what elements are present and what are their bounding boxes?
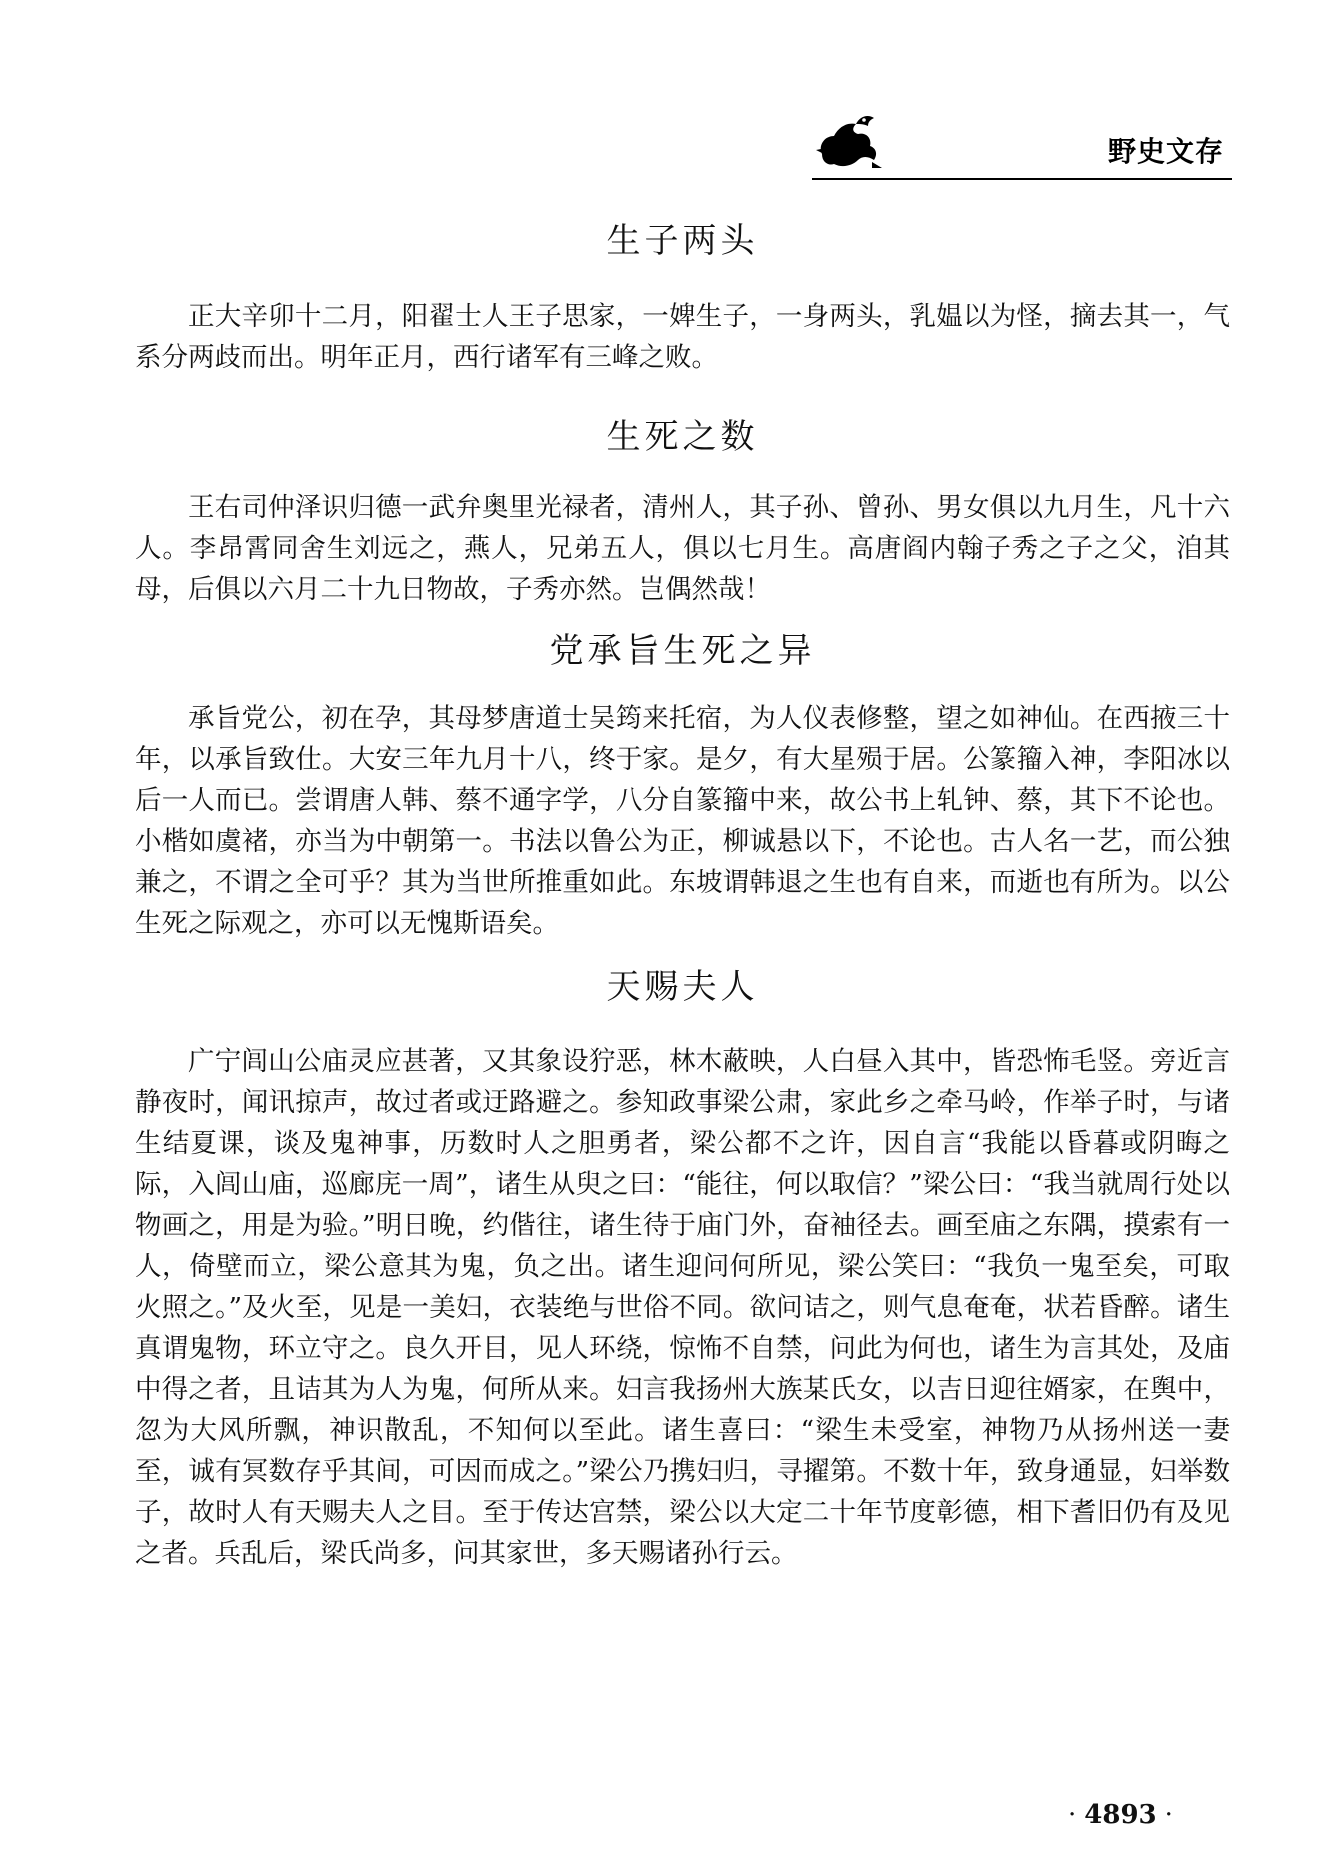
section-paragraph: 广宁闾山公庙灵应甚著，又其象设狞恶，林木蔽映，人白昼入其中，皆恐怖毛竖。旁近言静夜时，闻讯掠声，故过者或迂路避之。参知政事梁公肃，家此乡之牵马岭，作举子时，与诸生结夏课，谈及鬼神事，历数时人之胆勇者，梁公都不之许，因自言“我能以昏暮或阴晦之际，入闾山庙，巡廊庑一周”，诸生从臾之曰：“能往，何以取信？”梁公曰：“我当就周行处以物画之，用是为验。”明日晚，约偕往，诸生待于庙门外，奋袖径去。画至庙之东隅，摸索有一人，倚壁而立，梁公意其为鬼，负之出。诸生迎问何所见，梁公笑曰：“我负一鬼至矣，可取火照之。”及火至，见是一美妇，衣装绝与世俗不同。欲问诘之，则气息奄奄，状若昏醉。诸生真谓鬼物，环立守之。良久开目，见人环绕，惊怖不自禁，问此为何也，诸生为言其处，及庙中得之者，且诘其为人为鬼，何所从来。妇言我扬州大族某氏女，以吉日迎往婿家，在舆中，忽为大风所飘，神识散乱，不知何以至此。诸生喜曰：“梁生未受室，神物乃从扬州送一妻至，诚有冥数存乎其间，可因而成之。”梁公乃携妇归，寻擢第。不数十年，致身通显，妇举数子，故时人有天赐夫人之目。至于传达宫禁，梁公以大定二十年节度彰德，相下耆旧仍有及见之者。兵乱后，梁氏尚多，问其家世，多天赐诸孙行云。: [135, 1046, 1230, 1570]
header-rule: [812, 178, 1232, 180]
running-header-title: 野史文存: [1107, 135, 1224, 168]
dragon-emblem-icon: [812, 110, 884, 172]
main-text: [135, 218, 1230, 1574]
section-title: 党承旨生死之异: [549, 631, 816, 672]
page-number: [1060, 1800, 1181, 1830]
running-header: [806, 110, 1232, 180]
section-title: 生子两头: [606, 221, 759, 261]
section-paragraph: 正大辛卯十二月，阳翟士人王子思家，一婢生子，一身两头，乳媪以为怪，摘去其一，气系分两歧而出。明年正月，西行诸军有三峰之败。: [135, 300, 1230, 373]
section-paragraph: 承旨党公，初在孕，其母梦唐道士吴筠来托宿，为人仪表修整，望之如神仙。在西掖三十年，以承旨致仕。大安三年九月十八，终于家。是夕，有大星殒于居。公篆籀入神，李阳冰以后一人而已。尝谓唐人韩、蔡不通字学，八分自篆籀中来，故公书上轧钟、蔡，其下不论也。小楷如虞褚，亦当为中朝第一。书法以鲁公为正，柳诚悬以下，不论也。古人名一艺，而公独兼之，不谓之全可乎？其为当世所推重如此。东坡谓韩退之生也有自来，而逝也有所为。以公生死之际观之，亦可以无愧斯语矣。: [135, 702, 1230, 939]
page-number-dot: ·: [1164, 1800, 1173, 1830]
section-paragraph: 王右司仲泽识归德一武弁奥里光禄者，清州人，其子孙、曾孙、男女俱以九月生，凡十六人。李昂霄同舍生刘远之，燕人，兄弟五人，俱以七月生。高唐阎内翰子秀之子之父，洎其母，后俱以六月二十九日物故，子秀亦然。岂偶然哉！: [135, 492, 1230, 606]
section-title: 生死之数: [606, 416, 759, 457]
page-number-value: 4893: [1084, 1800, 1157, 1830]
section-title: 天赐夫人: [606, 966, 759, 1007]
page-number-dot: ·: [1068, 1800, 1077, 1830]
